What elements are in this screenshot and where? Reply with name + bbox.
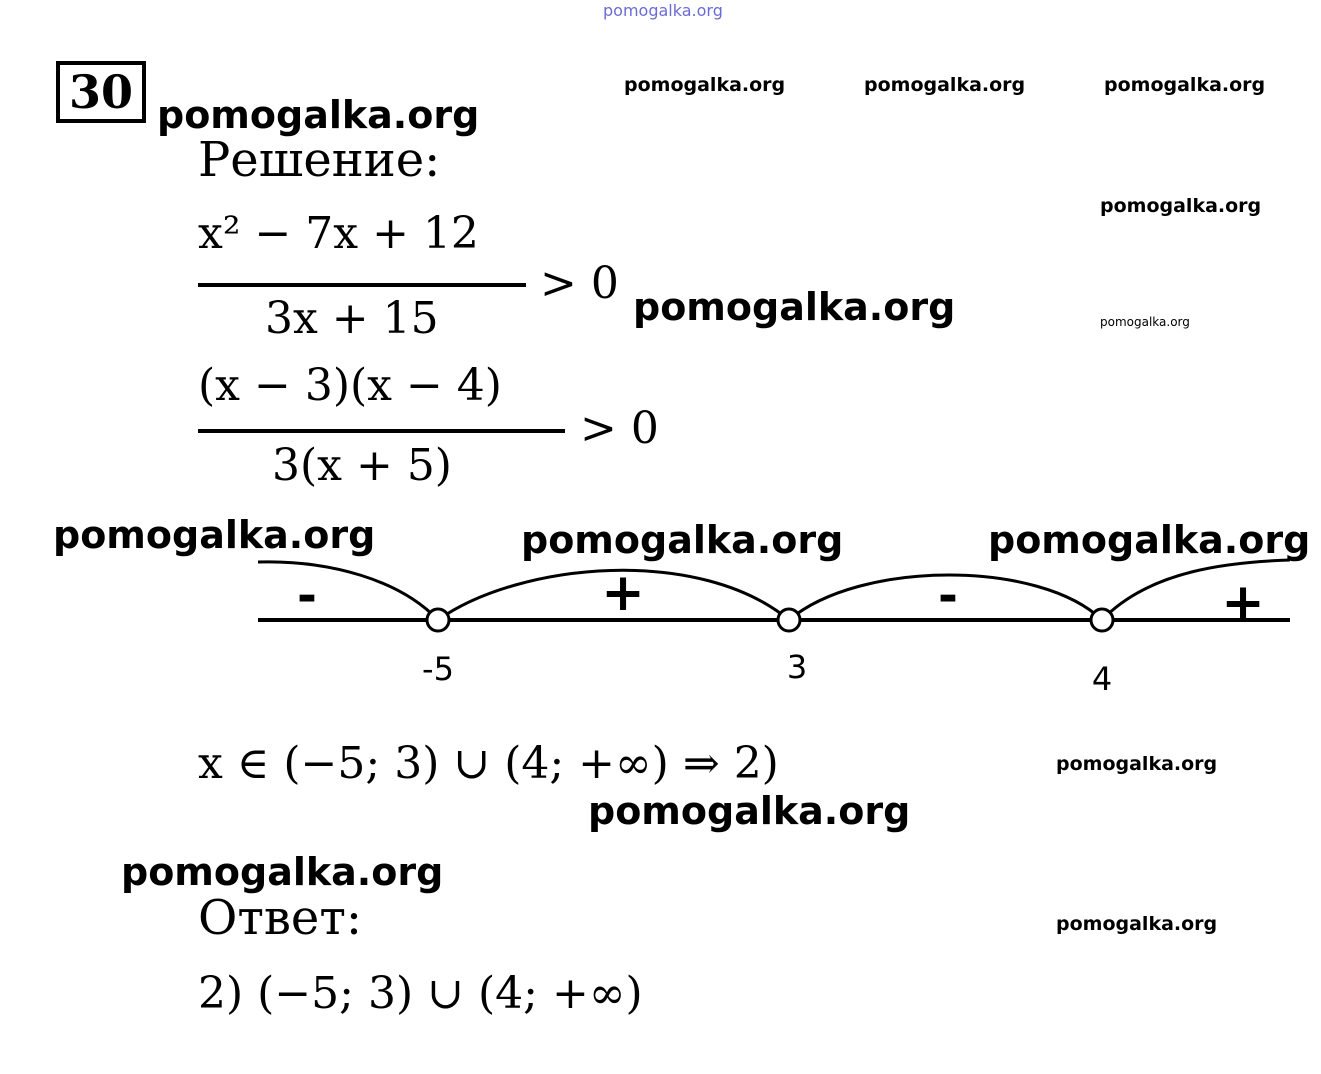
sign-label: + xyxy=(1221,573,1265,633)
answer-value: 2) (−5; 3) ∪ (4; +∞) xyxy=(198,968,643,1019)
watermark: pomogalka.org xyxy=(624,74,786,96)
watermark: pomogalka.org xyxy=(121,850,444,894)
watermark: pomogalka.org xyxy=(1100,315,1190,329)
solution-heading: Решение: xyxy=(198,132,441,188)
watermark: pomogalka.org xyxy=(1056,753,1218,775)
sign-label: + xyxy=(601,563,645,623)
step2-numerator: (x − 3)(x − 4) xyxy=(198,360,502,411)
step2-relation: > 0 xyxy=(580,403,659,454)
watermark: pomogalka.org xyxy=(157,93,480,137)
sign-label: - xyxy=(297,568,317,624)
step1-numerator: x² − 7x + 12 xyxy=(198,208,479,259)
watermark: pomogalka.org xyxy=(633,285,956,329)
step1-relation: > 0 xyxy=(540,258,619,309)
open-point-minus-5 xyxy=(427,609,449,631)
watermark: pomogalka.org xyxy=(1056,913,1218,935)
answer-heading: Ответ: xyxy=(198,890,363,946)
watermark: pomogalka.org xyxy=(1104,74,1266,96)
point-label: 3 xyxy=(786,648,808,686)
step2-denominator: 3(x + 5) xyxy=(272,440,452,491)
watermark: pomogalka.org xyxy=(864,74,1026,96)
open-point-4 xyxy=(1091,609,1113,631)
watermark: pomogalka.org xyxy=(53,513,376,557)
watermark: pomogalka.org xyxy=(988,518,1311,562)
step2-fraction-bar xyxy=(198,429,565,433)
result-set: x ∈ (−5; 3) ∪ (4; +∞) ⇒ 2) xyxy=(198,738,779,789)
number-line-diagram xyxy=(0,540,1321,710)
step1-fraction-bar xyxy=(198,283,526,287)
problem-number-badge: 30 xyxy=(56,61,146,123)
point-label: -5 xyxy=(422,650,454,688)
sign-arc xyxy=(258,562,438,620)
step1-denominator: 3x + 15 xyxy=(265,293,439,344)
point-label: 4 xyxy=(1091,660,1113,698)
sign-label: - xyxy=(938,568,958,624)
open-point-3 xyxy=(778,609,800,631)
watermark: pomogalka.org xyxy=(588,789,911,833)
watermark-top: pomogalka.org xyxy=(603,1,723,20)
watermark: pomogalka.org xyxy=(1100,195,1262,217)
watermark: pomogalka.org xyxy=(521,518,844,562)
